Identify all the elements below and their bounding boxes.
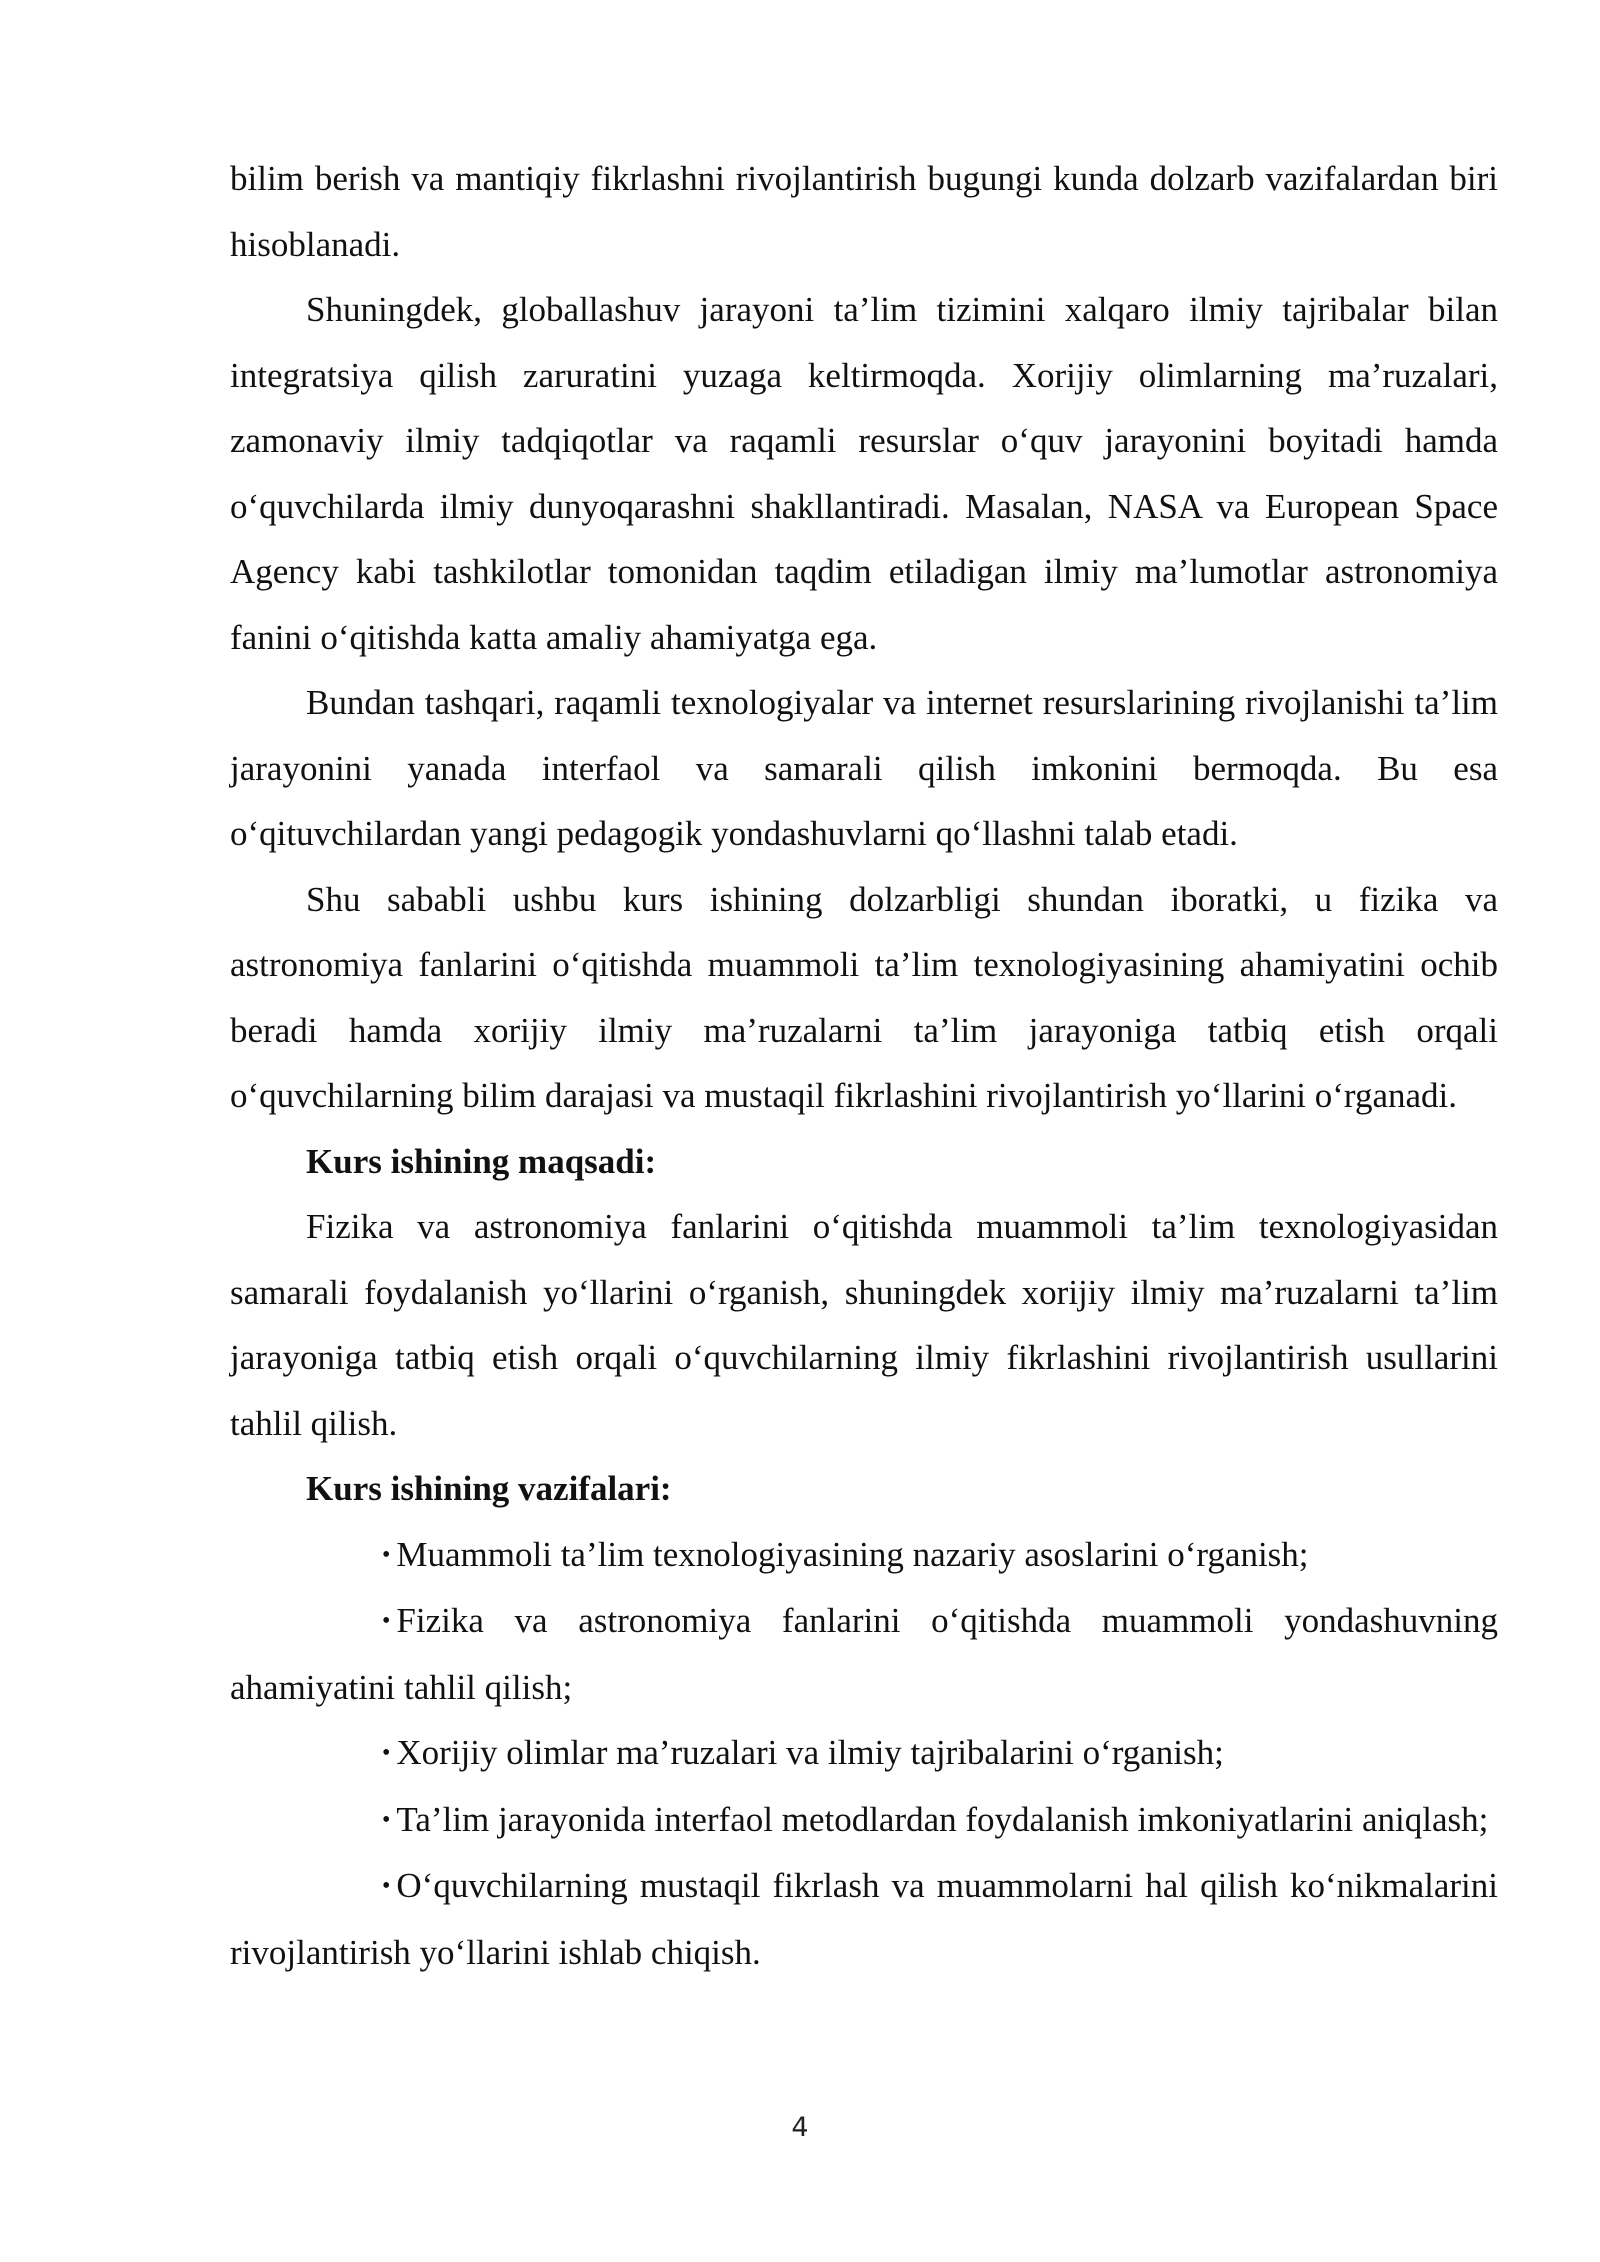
- page-number: 4: [791, 2112, 809, 2143]
- task-list-item: [230, 1787, 1498, 1854]
- task-text: Xorijiy olimlar ma’ruzalari va ilmiy tajribalarini o‘rganish;: [396, 1733, 1224, 1772]
- task-list-item: [230, 1522, 1498, 1589]
- paragraph-globalization: Shuningdek, globallashuv jarayoni ta’lim tizimini xalqaro ilmiy tajribalar bilan integratsiya qilish zaruratini yuzaga keltirmoqda. Xorijiy olimlarning ma’ruzalari, zamonaviy ilmiy tadqiqotlar va raqamli resurslar o‘quv jarayonini boyitadi hamda o‘quvchilarda ilmiy dunyoqarashni shakllantiradi. Masalan, NASA va European Space Agency kabi tashkilotlar tomonidan taqdim etiladigan ilmiy ma’lumotlar astronomiya fanini o‘qitishda katta amaliy ahamiyatga ega.: [230, 290, 1498, 657]
- task-text: Muammoli ta’lim texnologiyasining nazariy asoslarini o‘rganish;: [396, 1534, 1309, 1574]
- task-text: Fizika va astronomiya fanlarini o‘qitishda muammoli yondashuvning ahamiyatini tahlil qilish;: [230, 1601, 1498, 1707]
- paragraph-digital-technologies: Bundan tashqari, raqamli texnologiyalar va internet resurslarining rivojlanishi ta’lim jarayonini yanada interfaol va samarali qilish imkonini bermoqda. Bu esa o‘qituvchilardan yangi pedagogik yondashuvlarni qo‘llashni talab etadi.: [230, 683, 1498, 853]
- task-list-item: [230, 1720, 1498, 1787]
- goal-heading: Kurs ishining maqsadi:: [306, 1141, 657, 1181]
- bullet-icon: •: [382, 1806, 391, 1833]
- paragraph-relevance: Shu sababli ushbu kurs ishining dolzarbligi shundan iboratki, u fizika va astronomiya fanlarini o‘qitishda muammoli ta’lim texnologiyasining ahamiyatini ochib beradi hamda xorijiy ilmiy ma’ruzalarni ta’lim jarayoniga tatbiq etish orqali o‘quvchilarning bilim darajasi va mustaqil fikrlashini rivojlantirish yo‘llarini o‘rganadi.: [230, 879, 1498, 1115]
- tasks-heading: Kurs ishining vazifalari:: [306, 1469, 672, 1508]
- paragraph-continuation: bilim berish va mantiqiy fikrlashni rivojlantirish bugungi kunda dolzarb vazifalardan biri hisoblanadi.: [230, 159, 1498, 264]
- task-text: O‘quvchilarning mustaqil fikrlash va muammolarni hal qilish ko‘nikmalarini rivojlantirish yo‘llarini ishlab chiqish.: [230, 1866, 1498, 1972]
- task-text: Ta’lim jarayonida interfaol metodlardan foydalanish imkoniyatlarini aniqlash;: [396, 1799, 1489, 1839]
- bullet-icon: •: [382, 1740, 391, 1766]
- task-list-item: [230, 1588, 1498, 1720]
- task-list-item: [230, 1853, 1498, 1985]
- bullet-icon: •: [382, 1873, 391, 1899]
- goal-paragraph: Fizika va astronomiya fanlarini o‘qitishda muammoli ta’lim texnologiyasidan samarali foydalanish yo‘llarini o‘rganish, shuningdek xorijiy ilmiy ma’ruzalarni ta’lim jarayoniga tatbiq etish orqali o‘quvchilarning ilmiy fikrlashini rivojlantirish usullarini tahlil qilish.: [230, 1207, 1498, 1443]
- bullet-icon: •: [382, 1608, 391, 1634]
- bullet-icon: •: [382, 1541, 391, 1568]
- document-page: [230, 146, 1498, 1985]
